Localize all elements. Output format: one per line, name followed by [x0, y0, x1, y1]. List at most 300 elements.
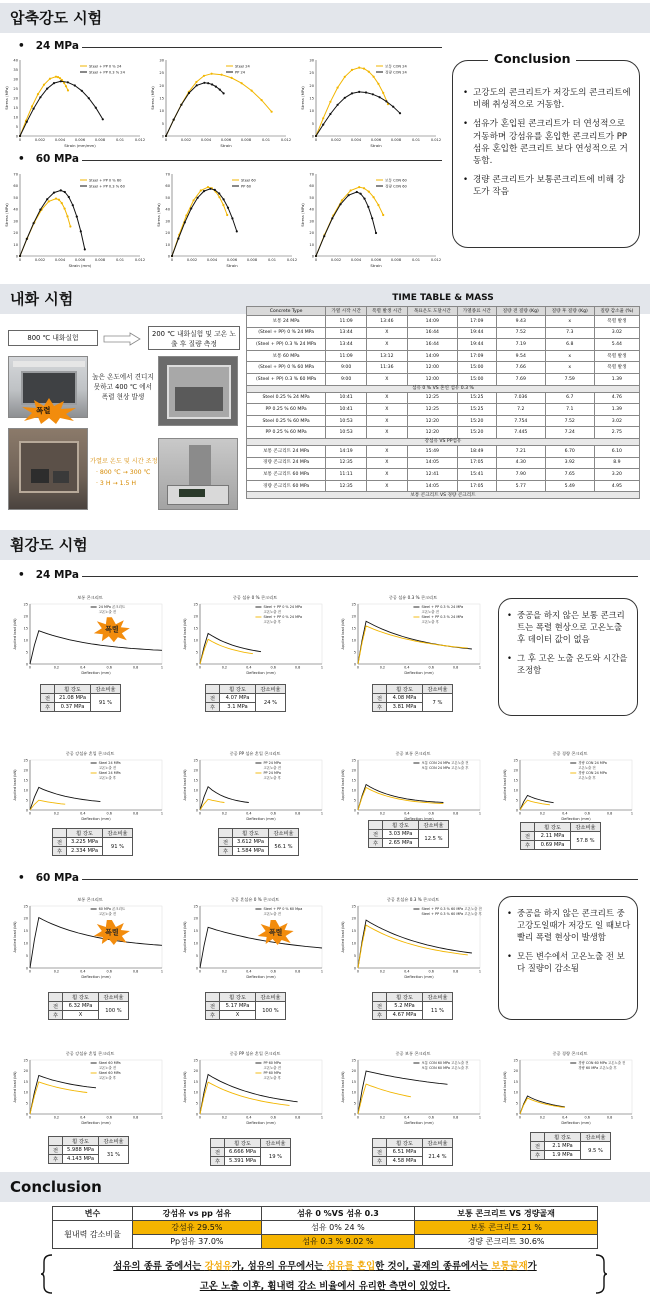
y-tick-label: 25 [193, 1058, 198, 1063]
section-title-compress: 압축강도 시험 [10, 9, 103, 27]
table-cell: 17:09 [457, 350, 496, 362]
x-axis-label: Deflection (mm) [246, 975, 276, 979]
x-tick-label: 0 [198, 665, 202, 670]
legend-label: 고온노출 전 [421, 610, 439, 614]
y-tick-label: 10 [513, 1090, 518, 1095]
explosion-label: 폭렬 [105, 625, 119, 634]
x-tick-label: 1 [478, 969, 482, 974]
data-point [379, 96, 381, 98]
data-point [102, 118, 104, 120]
table-cell: 7.036 [496, 392, 545, 404]
y-tick-label: 20 [351, 1069, 356, 1074]
series-line [30, 1076, 96, 1115]
data-point [209, 188, 211, 190]
y-tick-label: 0 [25, 808, 28, 813]
chart-title: 보통 콘크리트 [77, 897, 103, 902]
flex-chart-24-2 [338, 594, 488, 678]
series-line [358, 925, 468, 968]
table-cell: 9.43 [496, 316, 545, 328]
table-cell: 15:20 [457, 427, 496, 439]
x-tick-label: 0.6 [106, 1115, 112, 1120]
y-tick-label: 20 [513, 768, 518, 773]
table-group-row [247, 438, 640, 445]
section-title-fire: 내화 시험 [10, 290, 74, 308]
table-cell: 후 [211, 1157, 225, 1166]
table-cell: 56.1 % [269, 838, 299, 856]
y-tick-label: 10 [351, 1090, 356, 1095]
table-row [531, 1142, 611, 1151]
data-point [95, 107, 97, 109]
chart-title: 중공 PP 섬유 혼입 콘크리트 [229, 751, 281, 756]
table-header-cell [49, 1137, 63, 1146]
table-cell: 19:44 [457, 327, 496, 339]
y-tick-label: 50 [13, 195, 18, 200]
table-cell: 14:05 [407, 457, 457, 469]
legend-label: PP 60 [241, 184, 252, 189]
table-cell: 후 [219, 847, 233, 856]
data-point [231, 77, 233, 79]
note-item: • 그 후 고온 노출 온도와 시간을 조정함 [507, 652, 631, 676]
y-tick-label: 50 [165, 195, 170, 200]
data-point [329, 113, 331, 115]
data-point [74, 84, 76, 86]
compress-chart-normal-vs-light-60 [300, 168, 440, 272]
table-cell: 18:49 [457, 445, 496, 457]
x-axis-label: Deflection (mm) [246, 1121, 276, 1125]
table-cell: 12:41 [407, 469, 457, 481]
y-tick-label: 15 [351, 1079, 356, 1084]
table-cell: 보통 콘크리트 24 MPa [247, 445, 326, 457]
y-tick-label: 25 [193, 602, 198, 607]
data-point [368, 71, 370, 73]
legend-label: 고온노출 전 [263, 610, 281, 614]
group-label: 강섬유 VS PP섬유 [247, 438, 640, 445]
y-tick-label: 0 [161, 134, 164, 139]
table-row [247, 327, 640, 339]
table-row [521, 823, 601, 832]
y-tick-label: 10 [193, 638, 198, 643]
table-header-cell: 가열 시작 시간 [326, 307, 367, 316]
y-tick-label: 5 [195, 650, 198, 655]
data-point [68, 196, 70, 198]
table-cell: 31 % [99, 1146, 129, 1164]
table-header-cell: 휨 강도 [387, 993, 423, 1002]
chart-title: 중공 경량 콘크리트 [552, 751, 588, 756]
table-header-cell [219, 829, 233, 838]
table-header-cell: 감소비율 [423, 1139, 453, 1148]
table-cell: 4.30 [496, 457, 545, 469]
table-cell: 16:44 [407, 339, 457, 351]
data-point [65, 85, 67, 87]
table-row [247, 392, 640, 404]
data-point [188, 92, 190, 94]
x-tick-label: 0.6 [428, 1115, 434, 1120]
data-point [203, 75, 205, 77]
chart-title: 중공 보통 콘크리트 [395, 751, 431, 756]
x-tick-label: 0.8 [132, 969, 139, 974]
x-tick-label: 0.4 [562, 811, 568, 816]
flex-chart-60-0 [10, 896, 170, 982]
data-point [53, 192, 55, 194]
x-tick-label: 1 [478, 1115, 482, 1120]
plot-frame [200, 760, 322, 810]
table-cell: 4.67 MPa [387, 1011, 423, 1020]
x-tick-label: 0.4 [80, 665, 86, 670]
series-line [358, 785, 443, 811]
x-tick-label: 0.8 [452, 969, 459, 974]
cell-highlight: 강섬유 29.5% [133, 1221, 262, 1235]
explosion-label: 폭렬 [36, 406, 51, 415]
table-cell: 100 % [99, 1002, 129, 1020]
table-cell: Steel 0.25 % 60 MPa [247, 415, 326, 427]
legend-label: 보통 CON 60 MPa 고온노출 전 [421, 1061, 469, 1065]
x-tick-label: 0.2 [379, 1115, 386, 1120]
table-cell: 12:20 [407, 427, 457, 439]
table-cell: 7.445 [496, 427, 545, 439]
series-line [30, 1082, 87, 1114]
table-row [219, 838, 299, 847]
note-adjust-time: · 3 H → 1.5 H [96, 480, 137, 487]
flex-result-table [372, 992, 453, 1020]
data-point [48, 200, 50, 202]
header-cell: 변수 [53, 1207, 133, 1221]
table-cell: 6.8 [545, 339, 594, 351]
table-cell: X [367, 415, 408, 427]
x-tick-label: 0.8 [132, 1115, 139, 1120]
table-cell: 7.66 [496, 362, 545, 374]
data-point [339, 203, 341, 205]
note-adjust-temp: · 800 ℃ → 300 ℃ [96, 469, 151, 476]
y-tick-label: 25 [351, 602, 356, 607]
table-row [247, 404, 640, 416]
note-box-24 [498, 598, 638, 716]
x-tick-label: 0.8 [606, 811, 613, 816]
data-point [223, 92, 225, 94]
table-cell: 5.2 MPa [387, 1002, 423, 1011]
legend-label: 60 MPa 콘크리트 [98, 907, 126, 911]
table-cell: 후 [53, 847, 67, 856]
flex-result-table [372, 1138, 453, 1166]
y-tick-label: 15 [351, 626, 356, 631]
table-row [247, 339, 640, 351]
y-tick-label: 70 [13, 172, 18, 177]
flex-chart-60-2 [338, 896, 488, 982]
legend-label: Steel + PP 0.3 % 60 MPa 고온노출 전 [421, 907, 482, 911]
table-cell: 4.08 MPa [387, 694, 423, 703]
x-tick-label: 0.4 [80, 969, 86, 974]
table-row [247, 362, 640, 374]
x-axis-label: Deflection (mm) [404, 1121, 434, 1125]
x-tick-label: 1 [160, 969, 164, 974]
table-cell: 3.92 [545, 457, 594, 469]
y-axis-label: Applied load (kN) [341, 769, 345, 801]
flex-result-table [205, 684, 286, 712]
y-tick-label: 20 [159, 83, 164, 88]
data-point [377, 83, 379, 85]
table-cell: 13:44 [326, 327, 367, 339]
furnace-photo-3 [8, 428, 88, 510]
x-tick-label: 0.6 [584, 1115, 590, 1120]
table-cell: X [367, 327, 408, 339]
header-cell: 보통 콘크리트 VS 경량골재 [415, 1207, 598, 1221]
table-cell: 후 [49, 1155, 63, 1164]
legend-label: PP 60 MPa [263, 1071, 281, 1075]
data-point [371, 217, 373, 219]
subheading-24mpa: • 24 MPa [18, 40, 79, 52]
x-tick-label: 0.4 [80, 811, 86, 816]
table-row [373, 1139, 453, 1148]
data-point [43, 84, 45, 86]
table-cell: 15:25 [457, 404, 496, 416]
table-cell: (Steel + PP) 0.3 % 24 MPa [247, 339, 326, 351]
table-cell: X [367, 392, 408, 404]
table-cell: 5.17 MPa [220, 1002, 256, 1011]
table-cell: 폭렬 발생 [594, 350, 639, 362]
table-cell: 15:00 [457, 362, 496, 374]
y-tick-label: 0 [25, 662, 28, 667]
table-cell: Steel 0.25 % 24 MPa [247, 392, 326, 404]
table-cell: 12:00 [407, 373, 457, 385]
plot-frame [200, 604, 322, 664]
legend-label: 고온노출 후 [263, 620, 281, 624]
x-tick-label: 0.6 [428, 811, 434, 816]
conclusion-item: • 섬유가 혼입된 콘크리트가 더 연성적으로 거동하며 강섬유를 혼입한 콘크리트가 PP섬유 혼입한 콘크리트 보다 연성적으로 거동함. [463, 118, 631, 167]
plot-frame [30, 604, 162, 664]
data-point [33, 108, 35, 110]
table-header-cell: 감소비율 [256, 993, 286, 1002]
table-cell: 9:00 [326, 373, 367, 385]
series-line [30, 787, 100, 810]
x-tick-label: 0.2 [539, 811, 546, 816]
table-header-cell: 감소비율 [419, 821, 449, 830]
y-axis-label: Applied load (kN) [183, 769, 187, 801]
data-point [219, 89, 221, 91]
x-tick-label: 0.2 [221, 811, 228, 816]
final-summary-table [52, 1206, 598, 1249]
y-axis-label: Applied load (kN) [13, 769, 17, 801]
table-cell: 전 [211, 1148, 225, 1157]
x-tick-label: 0 [164, 138, 168, 142]
conclusion-box-compress [452, 60, 640, 248]
table-cell: 2.1 MPa [545, 1142, 581, 1151]
table-header-cell: 감소비율 [581, 1133, 611, 1142]
table-cell: 8.9 [594, 457, 639, 469]
table-header-cell: 휨 강도 [63, 1137, 99, 1146]
x-tick-label: 0 [28, 665, 32, 670]
y-tick-label: 60 [309, 184, 314, 189]
table-cell: 전 [49, 1146, 63, 1155]
y-tick-label: 5 [25, 798, 28, 803]
compress-chart-steel-pp-24 [4, 54, 144, 152]
chart-title: 중공 보통 콘크리트 [395, 1051, 431, 1056]
y-axis-label: Stress (MPa) [150, 86, 155, 110]
table-cell: 4.07 MPa [220, 694, 256, 703]
y-tick-label: 15 [351, 929, 356, 934]
table-cell: 6.32 MPa [63, 1002, 99, 1011]
table-cell: 17:05 [457, 480, 496, 492]
y-tick-label: 10 [351, 788, 356, 793]
table-header-cell: 감소비율 [91, 685, 121, 694]
data-point [203, 82, 205, 84]
x-tick-label: 0.004 [350, 258, 362, 262]
table-cell: 후 [373, 703, 387, 712]
table-cell: 10:41 [326, 392, 367, 404]
table-cell: 11:09 [326, 350, 367, 362]
y-tick-label: 0 [311, 134, 314, 139]
table-cell: 100 % [256, 1002, 286, 1020]
y-tick-label: 0 [311, 254, 314, 259]
table-header-cell: 감소비율 [99, 993, 129, 1002]
y-tick-label: 25 [309, 71, 314, 76]
cell-highlight: 섬유 0.3 % 9.02 % [261, 1235, 414, 1249]
table-cell: 후 [206, 703, 220, 712]
x-tick-label: 1 [320, 1115, 324, 1120]
data-point [375, 232, 377, 234]
y-tick-label: 0 [353, 1112, 356, 1117]
table-cell: 11:09 [326, 316, 367, 328]
data-point [67, 81, 69, 83]
table-cell: 7.21 [496, 445, 545, 457]
table-cell: 전 [206, 1002, 220, 1011]
x-tick-label: 0 [198, 969, 202, 974]
data-point [214, 189, 216, 191]
x-tick-label: 1 [630, 1115, 634, 1120]
chart-title: 중공 혼섬유 0 % 콘크리트 [230, 897, 280, 902]
table-header-cell [531, 1133, 545, 1142]
legend-label: Steel + PP 0 % 60 Mpa [263, 907, 303, 911]
table-row [369, 830, 449, 839]
y-tick-label: 25 [513, 1058, 518, 1063]
data-point [356, 191, 358, 193]
y-tick-label: 20 [193, 1069, 198, 1074]
x-axis-label: Deflection (mm) [561, 1121, 591, 1125]
y-axis-label: Applied load (kN) [503, 769, 507, 801]
x-tick-label: 0.002 [330, 138, 342, 142]
data-point [39, 96, 41, 98]
data-point [200, 189, 202, 191]
table-header-cell [211, 1139, 225, 1148]
table-cell: 7.24 [545, 427, 594, 439]
plot-frame [30, 1060, 162, 1114]
table-cell: X [367, 445, 408, 457]
series-line [316, 192, 376, 256]
y-tick-label: 5 [25, 1101, 28, 1106]
data-point [211, 73, 213, 75]
table-header-cell: 감소비율 [103, 829, 133, 838]
data-point [358, 67, 360, 69]
y-tick-label: 70 [165, 172, 170, 177]
note-box-60 [498, 896, 638, 1020]
data-point [322, 117, 324, 119]
y-tick-label: 30 [309, 58, 314, 63]
final-statement-line2: 고온 노출 이후, 휨내력 감소 비율에서 유리한 측면이 있었다. [199, 1281, 451, 1292]
y-axis-label: Applied load (kN) [183, 1071, 187, 1103]
highlight-text: 강섬유 [204, 1261, 232, 1272]
data-point [37, 93, 39, 95]
y-axis-label: Stress (MPa) [4, 203, 9, 227]
conclusion-box-title: Conclusion [488, 51, 576, 66]
y-tick-label: 25 [351, 904, 356, 909]
legend-label: 고온노출 전 [98, 912, 117, 916]
chart-title: 중공 강섬유 혼입 콘크리트 [65, 1051, 115, 1056]
x-tick-label: 0.8 [132, 811, 139, 816]
y-tick-label: 15 [13, 106, 18, 110]
x-tick-label: 1 [160, 665, 164, 670]
legend-label: 고온노출 후 [98, 1076, 117, 1080]
x-axis-label: Deflection (mm) [561, 817, 591, 821]
y-tick-label: 5 [515, 798, 518, 803]
table-cell: 7.19 [496, 339, 545, 351]
data-point [236, 230, 238, 232]
compress-chart-steel-vs-pp-60 [156, 168, 296, 272]
table-cell: 1.39 [594, 373, 639, 385]
data-point [251, 90, 253, 92]
data-point [344, 76, 346, 78]
data-point [84, 248, 86, 250]
subheading-24mpa-flex: • 24 MPa [18, 569, 79, 581]
table-row [247, 316, 640, 328]
table-row [373, 694, 453, 703]
legend-label: 고온노출 전 [98, 766, 117, 770]
flex-chart-24-5 [338, 750, 488, 824]
x-tick-label: 0.006 [74, 258, 86, 262]
table-cell: 7.2 [496, 404, 545, 416]
legend-label: Steel + PP 0.3 % 24 MPa [421, 615, 464, 619]
legend-label: 경량 CON 24 [385, 70, 407, 75]
data-point [350, 189, 352, 191]
y-tick-label: 20 [193, 614, 198, 619]
data-point [60, 80, 62, 82]
x-tick-label: 0.2 [379, 969, 386, 974]
y-tick-label: 25 [159, 71, 164, 76]
y-axis-label: Applied load (kN) [341, 618, 345, 650]
y-tick-label: 20 [23, 1069, 28, 1074]
table-row [373, 1148, 453, 1157]
table-cell: 전 [206, 694, 220, 703]
table-cell: 보통 콘크리트 60 MPa [247, 469, 326, 481]
table-cell: 3.20 [594, 469, 639, 481]
x-tick-label: 0.8 [294, 811, 301, 816]
table-cell: 1.9 MPa [545, 1151, 581, 1160]
note-item: • 중공을 하지 않은 콘크리트 중 고강도일때가 저강도 일 때보다 빨리 폭렬 현상이 발생함 [507, 907, 631, 943]
final-statement-line1 [60, 1258, 590, 1272]
x-tick-label: 0.4 [246, 811, 252, 816]
x-tick-label: 0.4 [80, 1115, 86, 1120]
table-row [219, 829, 299, 838]
table-header-cell: 휨 강도 [387, 685, 423, 694]
right-brace-icon [594, 1254, 608, 1294]
y-tick-label: 15 [193, 929, 198, 934]
series-line [200, 1082, 290, 1114]
data-point [223, 198, 225, 200]
series-line [172, 189, 237, 256]
legend-label: PP 24 MPa [263, 771, 281, 775]
data-point [81, 90, 83, 92]
data-point [227, 207, 229, 209]
data-point [351, 69, 353, 71]
y-tick-label: 10 [159, 109, 164, 114]
table-header-cell: 감소비율 [571, 823, 601, 832]
x-tick-label: 0 [356, 969, 360, 974]
data-point [368, 191, 370, 193]
table-cell: X [367, 339, 408, 351]
data-point [337, 87, 339, 89]
x-tick-label: 1 [478, 811, 482, 816]
y-tick-label: 5 [353, 650, 356, 655]
table-cell: 19 % [261, 1148, 291, 1166]
x-tick-label: 0 [28, 1115, 32, 1120]
y-tick-label: 20 [23, 768, 28, 773]
